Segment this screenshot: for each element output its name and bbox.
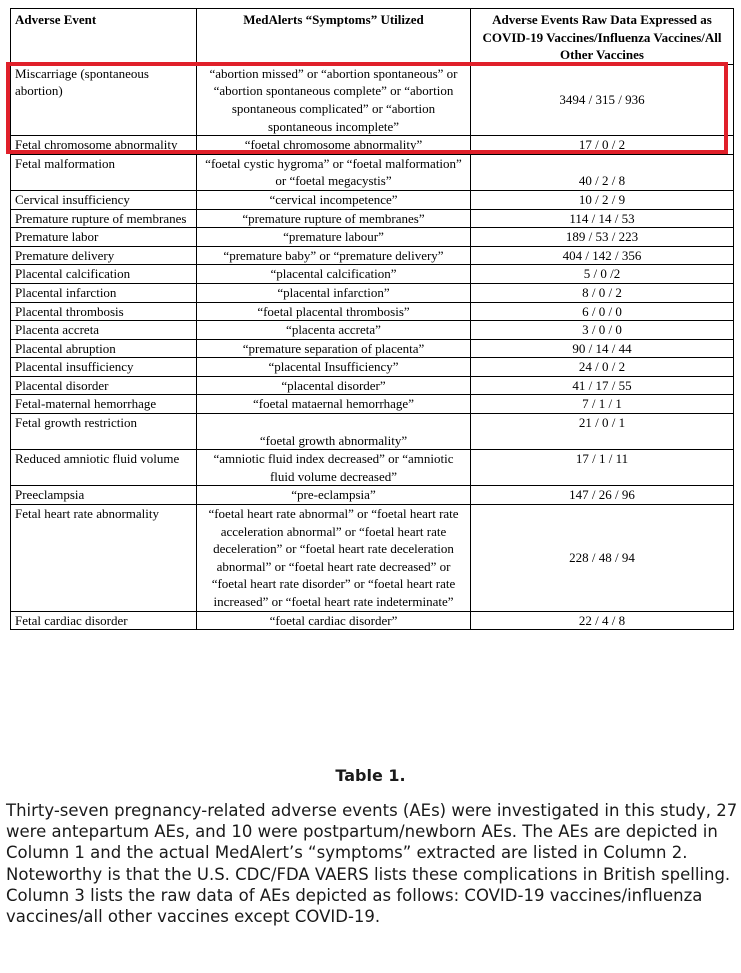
row-symptoms: “foetal placental thrombosis” [197,302,471,321]
row-data: 6 / 0 / 0 [471,302,734,321]
row-event: Fetal heart rate abnormality [11,505,197,612]
table-row [11,64,734,135]
row-symptoms: “placental calcification” [197,265,471,284]
row-data: 17 / 0 / 2 [471,136,734,155]
table-row [11,283,734,302]
row-symptoms: “pre-eclampsia” [197,486,471,505]
adverse-events-table [10,8,734,630]
row-event: Premature delivery [11,246,197,265]
row-event: Placental infarction [11,283,197,302]
table-caption-title: Table 1. [335,766,406,785]
row-data: 24 / 0 / 2 [471,358,734,377]
table-row [11,395,734,414]
row-event: Fetal-maternal hemorrhage [11,395,197,414]
table-row [11,486,734,505]
row-event: Fetal growth restriction [11,414,197,450]
table-row [11,611,734,630]
row-event: Fetal malformation [11,154,197,190]
row-event: Reduced amniotic fluid volume [11,450,197,486]
table-row [11,265,734,284]
table-row [11,321,734,340]
row-event: Placental abruption [11,339,197,358]
table-row [11,154,734,190]
row-symptoms: “foetal heart rate abnormal” or “foetal heart rate acceleration abnormal” or “foetal heart rate deceleration” or “foetal heart rate deceleration abnormal” or “foetal heart rate decreased” or “foetal heart rate disorder” or “foetal heart rate increased” or “foetal heart rate indeterminate” [197,505,471,612]
row-data: 8 / 0 / 2 [471,283,734,302]
table-row [11,246,734,265]
header-raw-data: Adverse Events Raw Data Expressed as COVID-19 Vaccines/Influenza Vaccines/All Other Vaccines [471,9,734,65]
table-row [11,358,734,377]
table-header-row [11,9,734,65]
row-data: 147 / 26 / 96 [471,486,734,505]
row-data: 404 / 142 / 356 [471,246,734,265]
header-symptoms: MedAlerts “Symptoms” Utilized [197,9,471,65]
row-symptoms-text: “foetal growth abnormality” [259,432,408,448]
row-event: Placental thrombosis [11,302,197,321]
row-data: 5 / 0 /2 [471,265,734,284]
row-event: Cervical insufficiency [11,190,197,209]
table-row [11,339,734,358]
row-data: 7 / 1 / 1 [471,395,734,414]
row-event: Miscarriage (spontaneous abortion) [11,64,197,135]
table-row [11,302,734,321]
row-data: 114 / 14 / 53 [471,209,734,228]
row-symptoms: “placental Insufficiency” [197,358,471,377]
table-row [11,190,734,209]
row-symptoms [197,414,471,450]
row-symptoms: “premature baby” or “premature delivery” [197,246,471,265]
row-data: 90 / 14 / 44 [471,339,734,358]
row-event: Premature labor [11,228,197,247]
row-data: 189 / 53 / 223 [471,228,734,247]
row-symptoms: “placental disorder” [197,376,471,395]
table-row [11,136,734,155]
row-symptoms: “placenta accreta” [197,321,471,340]
row-symptoms: “foetal cystic hygroma” or “foetal malformation” or “foetal megacystis” [197,154,471,190]
row-symptoms: “premature labour” [197,228,471,247]
row-data: 3494 / 315 / 936 [471,64,734,135]
table-row [11,209,734,228]
row-data: 228 / 48 / 94 [471,505,734,612]
table-row [11,376,734,395]
row-symptoms: “foetal cardiac disorder” [197,611,471,630]
table-caption-body: Thirty-seven pregnancy-related adverse events (AEs) were investigated in this study, 27 were antepartum AEs, and 10 were postpartum/newborn AEs. The AEs are depicted in Column 1 and the actual MedAlert’s “symptoms” extracted are listed in Column 2. Noteworthy is that the U.S. CDC/FDA VAERS lists these complications in British spelling. Column 3 lists the raw data of AEs depicted as follows: COVID-19 vaccines/influenza vaccines/all other vaccines except COVID-19. [6,801,738,927]
row-symptoms: “premature rupture of membranes” [197,209,471,228]
row-data: 40 / 2 / 8 [471,154,734,190]
row-symptoms: “foetal chromosome abnormality” [197,136,471,155]
row-event: Premature rupture of membranes [11,209,197,228]
row-symptoms: “foetal mataernal hemorrhage” [197,395,471,414]
row-data: 21 / 0 / 1 [471,414,734,450]
header-adverse-event: Adverse Event [11,9,197,65]
row-event: Placental calcification [11,265,197,284]
table-row [11,450,734,486]
row-data: 10 / 2 / 9 [471,190,734,209]
row-symptoms: “cervical incompetence” [197,190,471,209]
row-data: 41 / 17 / 55 [471,376,734,395]
row-symptoms: “premature separation of placenta” [197,339,471,358]
row-event: Placenta accreta [11,321,197,340]
row-data: 3 / 0 / 0 [471,321,734,340]
row-event: Placental disorder [11,376,197,395]
row-data: 22 / 4 / 8 [471,611,734,630]
row-symptoms: “abortion missed” or “abortion spontaneous” or “abortion spontaneous complete” or “abortion spontaneous complicated” or “abortion spontaneous incomplete” [197,64,471,135]
row-event: Preeclampsia [11,486,197,505]
table-row [11,228,734,247]
row-event: Fetal chromosome abnormality [11,136,197,155]
row-event: Placental insufficiency [11,358,197,377]
table-row [11,414,734,450]
table-row [11,505,734,612]
row-symptoms: “placental infarction” [197,283,471,302]
row-data: 17 / 1 / 11 [471,450,734,486]
row-event: Fetal cardiac disorder [11,611,197,630]
row-symptoms: “amniotic fluid index decreased” or “amniotic fluid volume decreased” [197,450,471,486]
